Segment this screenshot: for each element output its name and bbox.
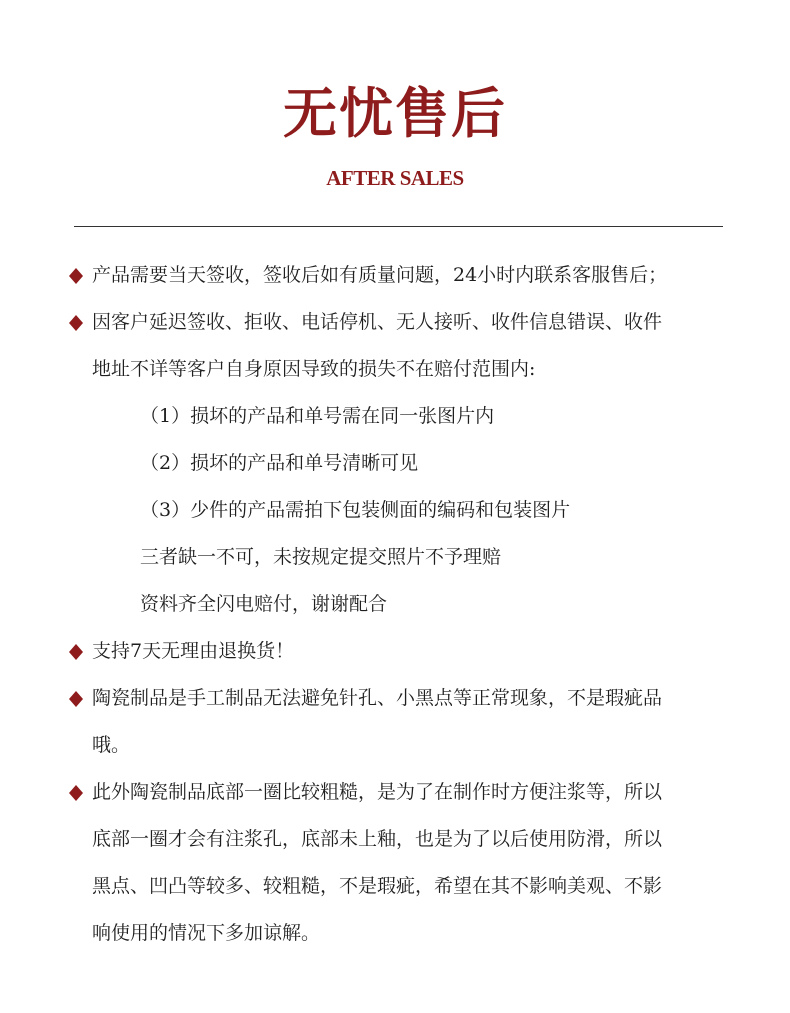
terms-subitem-text: 资料齐全闪电赔付，谢谢配合	[140, 593, 388, 615]
terms-text: 陶瓷制品是手工制品无法避免针孔、小黑点等正常现象，不是瑕疵品	[92, 687, 663, 709]
diamond-icon	[68, 644, 84, 660]
terms-text-continued	[66, 722, 726, 769]
terms-item-handmade-ceramics	[66, 675, 726, 722]
diamond-icon	[68, 315, 84, 331]
terms-text: 此外陶瓷制品底部一圈比较粗糙，是为了在制作时方便注浆等，所以	[92, 781, 663, 803]
terms-item-customer-fault	[66, 299, 726, 346]
terms-text-continued	[66, 816, 726, 863]
diamond-icon	[68, 785, 84, 801]
terms-text-continued	[66, 863, 726, 910]
terms-text: 支持7天无理由退换货！	[92, 640, 295, 662]
terms-item-7-day-return	[66, 628, 726, 675]
terms-text: 哦。	[92, 734, 131, 756]
terms-text: 产品需要当天签收，签收后如有质量问题，24小时内联系客服售后；	[92, 264, 668, 286]
terms-subitem-text: 三者缺一不可，未按规定提交照片不予理赔	[140, 546, 502, 568]
terms-text-continued	[66, 910, 726, 957]
terms-subitem-text: （2）损坏的产品和单号清晰可见	[140, 452, 419, 474]
terms-text: 地址不详等客户自身原因导致的损失不在赔付范围内:	[92, 358, 536, 380]
page-subtitle: AFTER SALES	[326, 166, 464, 190]
page-title: 无忧售后	[283, 81, 507, 145]
terms-subitem	[66, 534, 726, 581]
after-sales-terms	[66, 252, 726, 957]
terms-text: 因客户延迟签收、拒收、电话停机、无人接听、收件信息错误、收件	[92, 311, 663, 333]
terms-subitem	[66, 393, 726, 440]
terms-subitem	[66, 581, 726, 628]
divider	[74, 226, 723, 227]
terms-subitem	[66, 487, 726, 534]
terms-item-ceramic-base	[66, 769, 726, 816]
terms-text: 响使用的情况下多加谅解。	[92, 922, 321, 944]
terms-text-continued	[66, 346, 726, 393]
diamond-icon	[68, 268, 84, 284]
diamond-icon	[68, 691, 84, 707]
terms-subitem-text: （1）损坏的产品和单号需在同一张图片内	[140, 405, 495, 427]
terms-subitem-text: （3）少件的产品需拍下包装侧面的编码和包装图片	[140, 499, 571, 521]
terms-text: 底部一圈才会有注浆孔，底部未上釉，也是为了以后使用防滑，所以	[92, 828, 663, 850]
terms-subitem	[66, 440, 726, 487]
terms-text: 黑点、凹凸等较多、较粗糙，不是瑕疵，希望在其不影响美观、不影	[92, 875, 663, 897]
terms-item-sign-on-delivery	[66, 252, 726, 299]
